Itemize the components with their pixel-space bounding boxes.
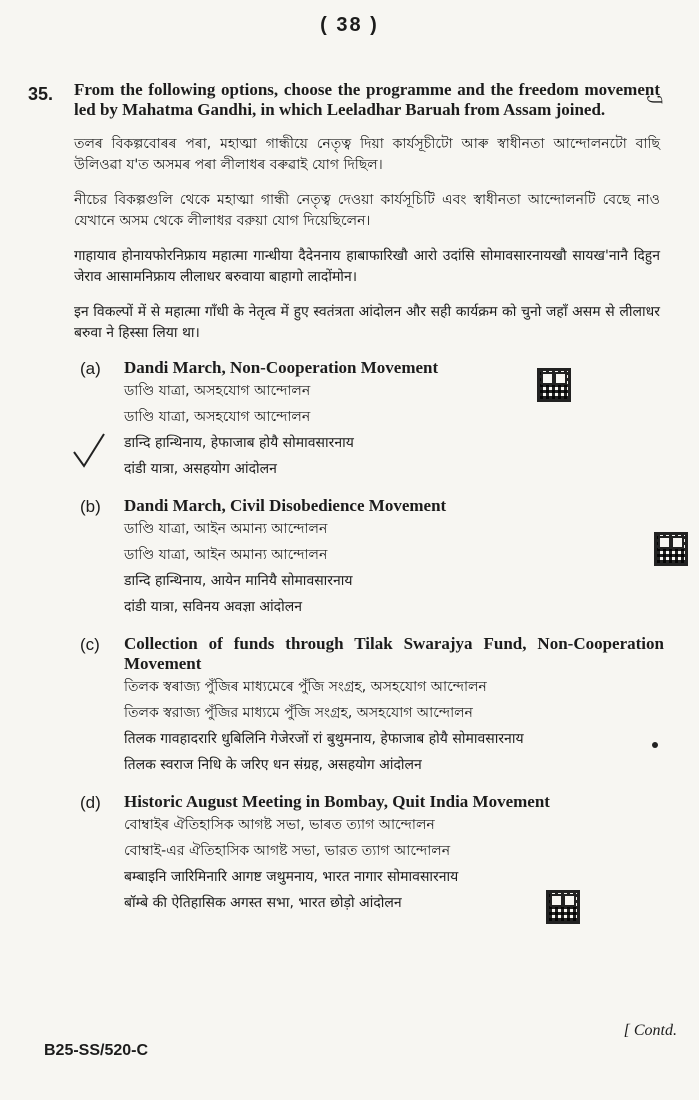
question-block xyxy=(28,80,664,930)
translation-assamese: তলৰ বিকল্পবোৰৰ পৰা, মহাত্মা গান্ধীয়ে নেতৃত্ব দিয়া কাৰ্যসূচীটো আৰু স্বাধীনতা আন্দোলনটো বাছি উলিওৱা য'ত অসমৰ পৰা লীলাধৰ বৰুৱাই যোগ দিছিল। xyxy=(74,136,660,173)
option-a[interactable] xyxy=(80,358,660,482)
option-line: बॉम्बे की ऐतिहासिक अगस्त सभा, भारत छोड़ो आंदोलन xyxy=(124,895,402,911)
question-text: From the following options, choose the programme and the freedom movement led by Mahatma Gandhi, in which Leeladhar Baruah from Assam joined. xyxy=(74,80,660,119)
translation-bengali: নীচের বিকল্পগুলি থেকে মহাত্মা গান্ধী নেতৃত্ব দেওয়া কার্যসূচিটি এবং স্বাধীনতা আন্দোলনটি বেছে নাও যেখানে অসম থেকে লীলাধর বরুয়া যোগ দিয়েছিলেন। xyxy=(74,192,660,229)
option-line: তিলক স্বৰাজ্য পুঁজিৰ মাধ্যমেৰে পুঁজি সংগ্ৰহ, অসহযোগ আন্দোলন xyxy=(124,679,487,695)
option-english: Dandi March, Non-Cooperation Movement xyxy=(124,358,439,377)
option-label: (c) xyxy=(80,635,100,654)
page-number: ( 38 ) xyxy=(320,14,379,36)
option-line: ডাণ্ডি যাত্ৰা, আইন অমান্য আন্দোলন xyxy=(124,521,328,537)
options-list xyxy=(80,358,664,916)
option-b[interactable] xyxy=(80,496,660,620)
option-line: ডাণ্ডি যাত্রা, আইন অমান্য আন্দোলন xyxy=(124,547,328,563)
question-translations xyxy=(74,134,660,344)
option-line: ডাণ্ডি যাত্ৰা, অসহযোগ আন্দোলন xyxy=(124,383,311,399)
option-line: তিলক স্বরাজ্য পুঁজির মাধ্যমে পুঁজি সংগ্রহ, অসহযোগ আন্দোলন xyxy=(124,705,473,721)
option-d[interactable] xyxy=(80,792,660,916)
translation-bodo: गाहायाव होनायफोरनिफ्राय महात्मा गान्धीया दैदेननाय हाबाफारिखौ आरो उदांसि सोमावसारनायखौ सायख'नानै दिहुन जेराव आसामनिफ्राय लीलाधर बरुवाया बाहागो लादोंमोन। xyxy=(74,248,660,285)
option-line: तिलक गावहादरारि धुबिलिनि गेजेरजों रां बुथुमनाय, हेफाजाब होयै सोमावसारनाय xyxy=(124,731,524,747)
option-line: বোম্বাইৰ ঐতিহাসিক আগষ্ট সভা, ভাৰত ত্যাগ আন্দোলন xyxy=(124,817,435,833)
option-line: বোম্বাই-এর ঐতিহাসিক আগষ্ট সভা, ভারত ত্যাগ আন্দোলন xyxy=(124,843,451,859)
handwritten-margin-mark: ℐ xyxy=(642,95,667,105)
option-line: तिलक स्वराज निधि के जरिए धन संग्रह, असहयोग आंदोलन xyxy=(124,757,422,773)
option-label: (d) xyxy=(80,793,101,812)
option-line: ডাণ্ডি যাত্রা, অসহযোগ আন্দোলন xyxy=(124,409,311,425)
option-line: दांडी यात्रा, सविनय अवज्ञा आंदोलन xyxy=(124,599,303,615)
question-number: 35. xyxy=(28,84,54,104)
option-label: (b) xyxy=(80,497,101,516)
option-c[interactable] xyxy=(80,634,664,778)
option-line: बम्बाइनि जारिमिनारि आगष्ट जथुमनाय, भारत नागार सोमावसारनाय xyxy=(124,869,459,885)
option-label: (a) xyxy=(80,359,101,378)
option-line: डान्दि हान्थिनाय, आयेन मानियै सोमावसारनाय xyxy=(124,573,353,589)
paper-code: B25-SS/520-C xyxy=(44,1042,149,1059)
option-english: Dandi March, Civil Disobedience Movement xyxy=(124,496,447,515)
continued-note: [ Contd. xyxy=(623,1022,677,1039)
translation-hindi: इन विकल्पों में से महात्मा गाँधी के नेतृत्व में हुए स्वतंत्रता आंदोलन और सही कार्यक्रम को चुनो जहाँ असम से लीलाधर बरुवा ने हिस्सा लिया था। xyxy=(74,304,660,341)
option-line: दांडी यात्रा, असहयोग आंदोलन xyxy=(124,461,277,477)
option-english: Historic August Meeting in Bombay, Quit India Movement xyxy=(124,792,550,811)
option-english: Collection of funds through Tilak Swarajya Fund, Non-Cooperation Movement xyxy=(124,634,664,673)
option-line: डान्दि हान्थिनाय, हेफाजाब होयै सोमावसारनाय xyxy=(124,435,354,451)
